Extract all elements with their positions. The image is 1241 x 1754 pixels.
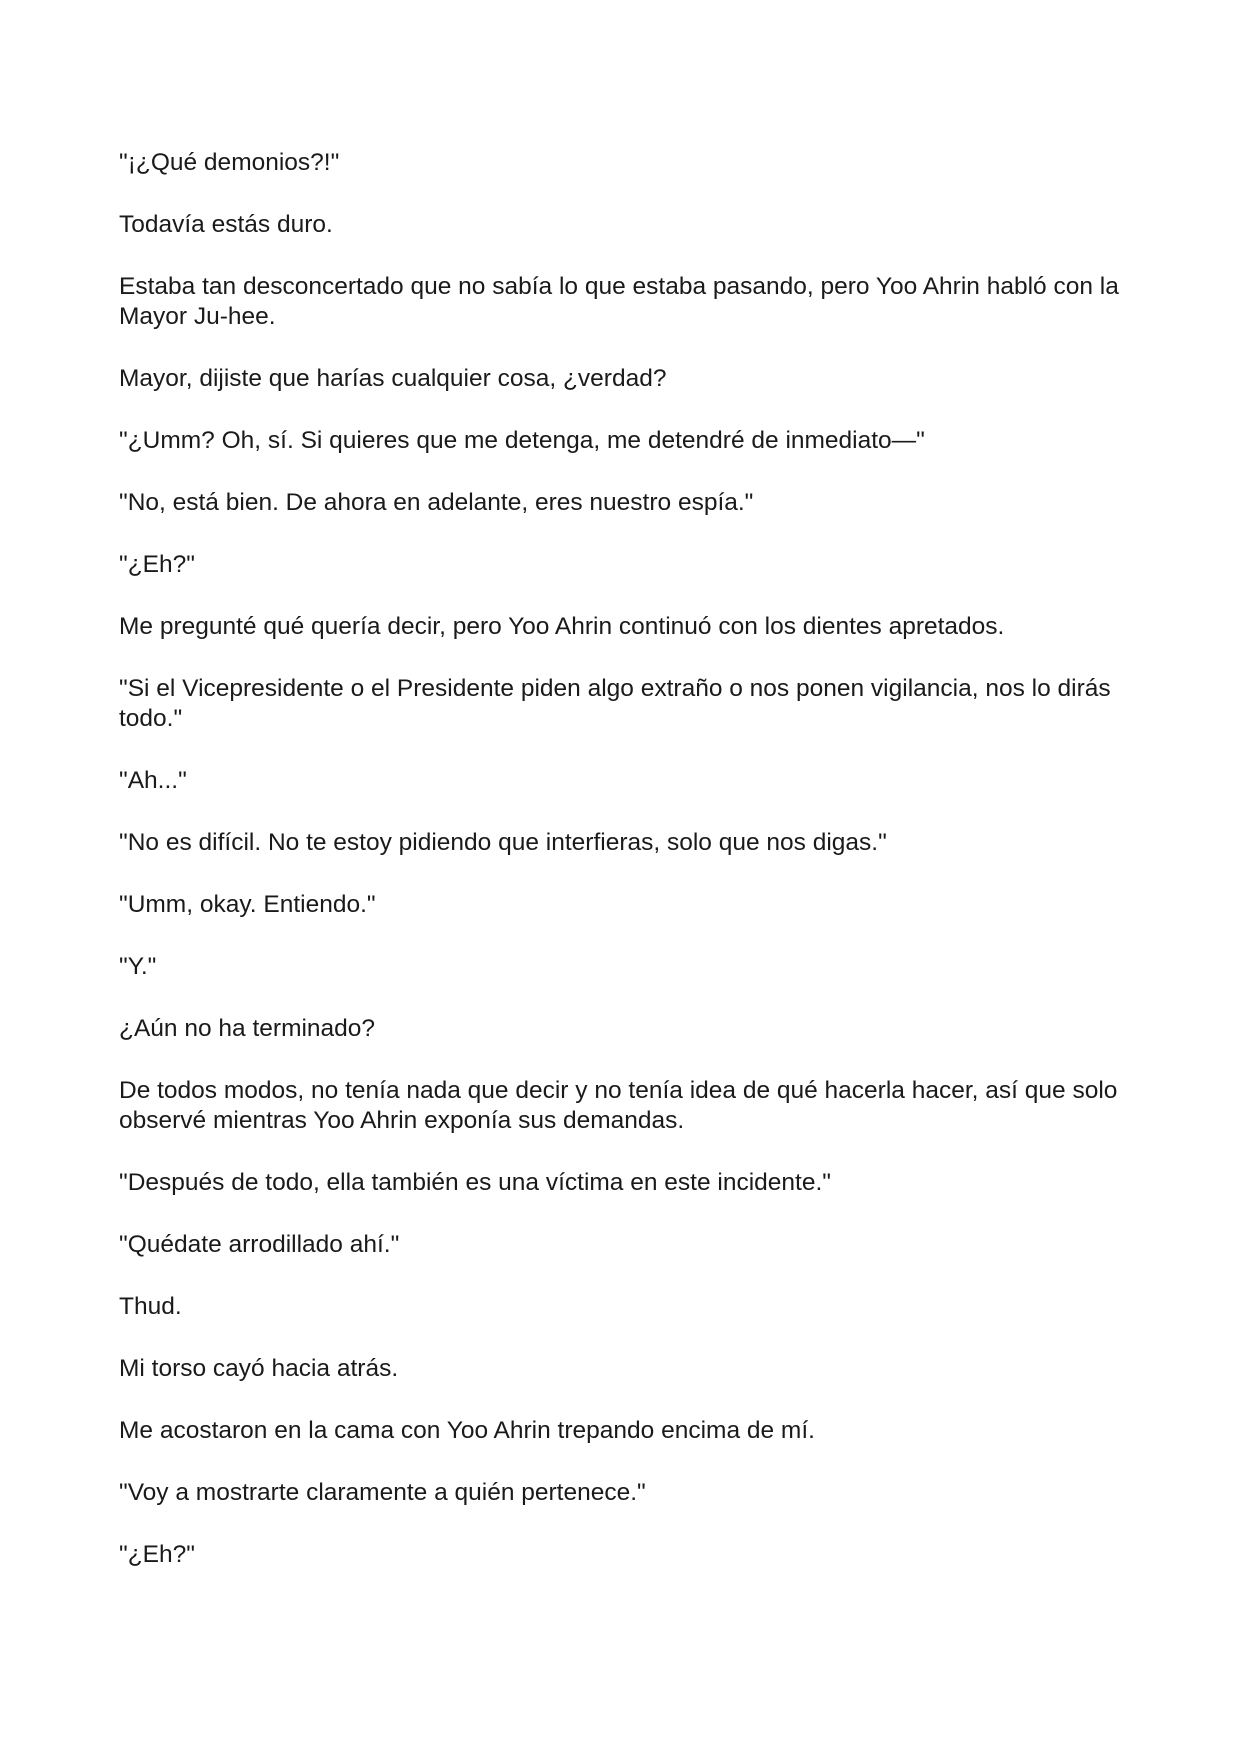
- paragraph: Thud.: [119, 1293, 182, 1320]
- body-text: [119, 148, 1129, 1602]
- paragraph: "Umm, okay. Entiendo.": [119, 891, 376, 918]
- paragraph: "No es difícil. No te estoy pidiendo que interfieras, solo que nos digas.": [119, 829, 887, 856]
- paragraph: "Quédate arrodillado ahí.": [119, 1231, 400, 1258]
- paragraph: "Después de todo, ella también es una víctima en este incidente.": [119, 1169, 831, 1196]
- paragraph: "Ah...": [119, 767, 187, 794]
- paragraph: "Y.": [119, 953, 157, 980]
- paragraph: "No, está bien. De ahora en adelante, eres nuestro espía.": [119, 489, 754, 516]
- paragraph: "¿Umm? Oh, sí. Si quieres que me detenga, me detendré de inmediato—": [119, 427, 925, 454]
- paragraph: De todos modos, no tenía nada que decir y no tenía idea de qué hacerla hacer, así que solo observé mientras Yoo Ahrin exponía sus demandas.: [119, 1077, 1118, 1134]
- paragraph: Todavía estás duro.: [119, 211, 333, 238]
- paragraph: Mayor, dijiste que harías cualquier cosa, ¿verdad?: [119, 365, 667, 392]
- paragraph: ¿Aún no ha terminado?: [119, 1015, 376, 1042]
- paragraph: Mi torso cayó hacia atrás.: [119, 1355, 399, 1382]
- paragraph: Estaba tan desconcertado que no sabía lo que estaba pasando, pero Yoo Ahrin habló con la Mayor Ju-hee.: [119, 273, 1119, 330]
- paragraph: "¿Eh?": [119, 551, 195, 578]
- paragraph: Me pregunté qué quería decir, pero Yoo Ahrin continuó con los dientes apretados.: [119, 613, 1005, 640]
- paragraph: "¿Eh?": [119, 1541, 195, 1568]
- paragraph: "¡¿Qué demonios?!": [119, 149, 340, 176]
- paragraph: Me acostaron en la cama con Yoo Ahrin trepando encima de mí.: [119, 1417, 815, 1444]
- paragraph: "Voy a mostrarte claramente a quién pertenece.": [119, 1479, 646, 1506]
- paragraph: "Si el Vicepresidente o el Presidente piden algo extraño o nos ponen vigilancia, nos lo dirás todo.": [119, 675, 1111, 732]
